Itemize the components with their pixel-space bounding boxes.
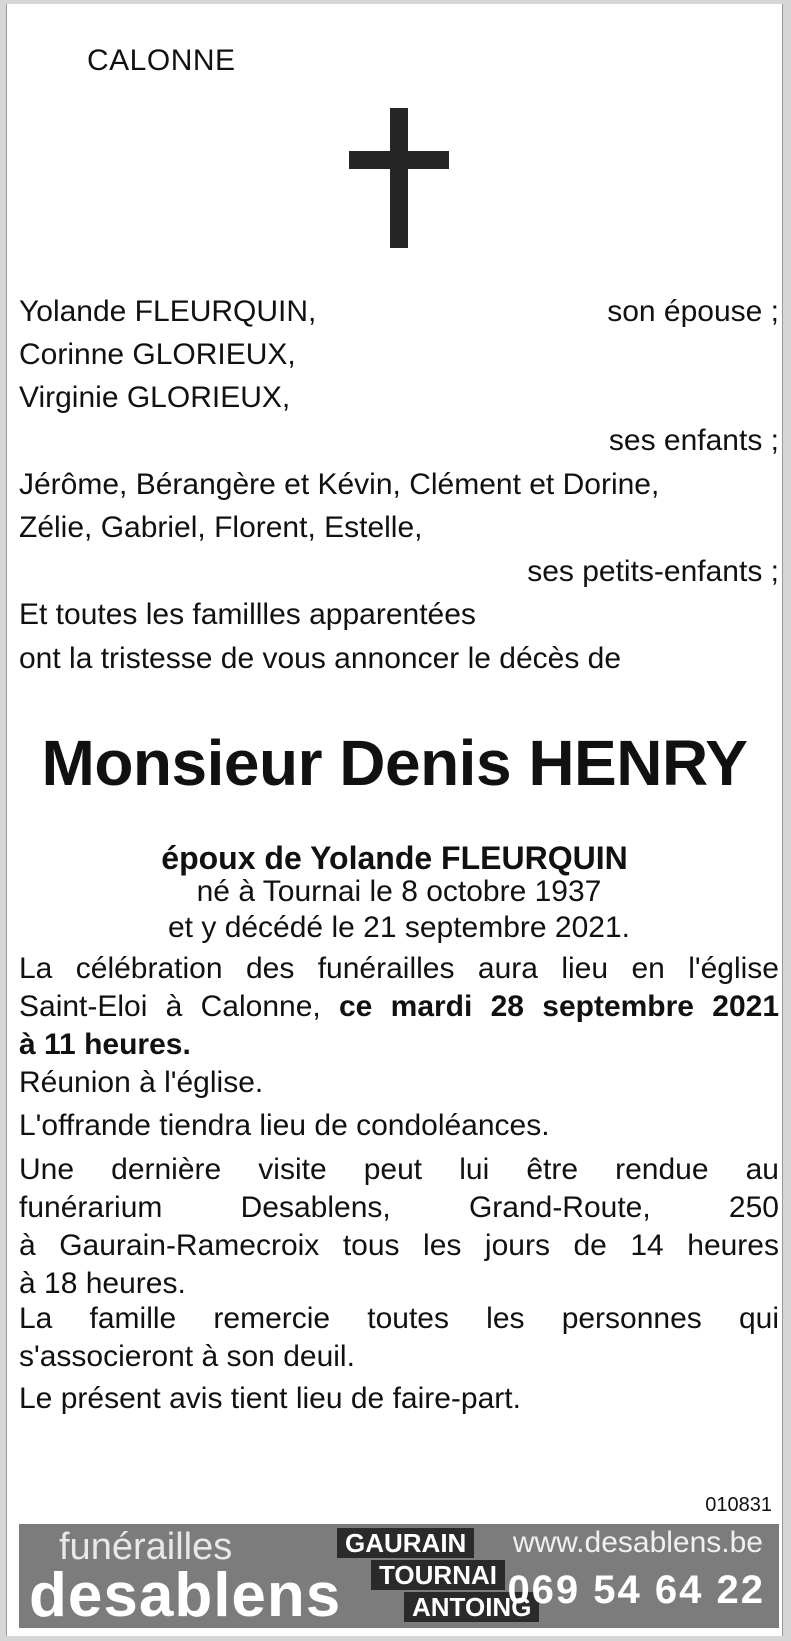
thanks-line-1: La famille remercie toutes les personnes qui xyxy=(19,1302,779,1335)
funeral-date: ce mardi 28 septembre 2021 xyxy=(339,990,779,1023)
funeral-line-1: La célébration des funérailles aura lieu en l'église xyxy=(19,952,779,985)
grandchildren-line: Zélie, Gabriel, Florent, Estelle, xyxy=(19,511,423,544)
funeral-home-banner xyxy=(19,1524,779,1628)
visit-line-1: Une dernière visite peut lui être rendue au xyxy=(19,1153,779,1186)
notice-line: Le présent avis tient lieu de faire-part. xyxy=(19,1382,521,1415)
offering-line: L'offrande tiendra lieu de condoléances. xyxy=(19,1109,550,1142)
phone-number: 069 54 64 22 xyxy=(507,1568,765,1612)
visit-line-2: funérarium Desablens, Grand-Route, 250 xyxy=(19,1191,779,1224)
children-role: ses enfants ; xyxy=(608,424,779,457)
spouse-role: son épouse ; xyxy=(607,295,779,328)
thanks-paragraph xyxy=(19,1300,779,1376)
spouse-name: Yolande FLEURQUIN, xyxy=(19,295,317,328)
location-gaurain: GAURAIN xyxy=(337,1528,474,1558)
funeral-line-2 xyxy=(19,988,779,1026)
website-text: www.desablens.be xyxy=(512,1526,763,1559)
funeral-time: à 11 heures. xyxy=(19,1028,191,1061)
location-tournai: TOURNAI xyxy=(371,1560,505,1590)
town-heading: CALONNE xyxy=(87,44,236,77)
cross-vertical-bar xyxy=(390,108,408,248)
deceased-spouse: époux de Yolande FLEURQUIN xyxy=(161,840,628,876)
visit-paragraph xyxy=(19,1151,779,1303)
brand-subtitle: funérailles xyxy=(59,1526,233,1568)
grandchildren-line: Jérôme, Bérangère et Kévin, Clément et Dorine, xyxy=(19,468,660,501)
child-name: Virginie GLORIEUX, xyxy=(19,381,291,414)
child-name: Corinne GLORIEUX, xyxy=(19,338,296,371)
grandchildren-role: ses petits-enfants ; xyxy=(527,555,779,588)
brand-logo-text: desablens xyxy=(29,1561,342,1628)
announce-line: ont la tristesse de vous annoncer le décès de xyxy=(19,642,622,675)
thanks-line-2: s'associeront à son deuil. xyxy=(19,1340,355,1373)
families-line: Et toutes les famillles apparentées xyxy=(19,598,476,631)
location-antoing: ANTOING xyxy=(404,1592,539,1622)
reference-number: 010831 xyxy=(705,1494,772,1516)
funeral-place: Saint-Eloi à Calonne, xyxy=(19,990,339,1023)
cross-horizontal-bar xyxy=(349,151,449,169)
visit-line-4: à 18 heures. xyxy=(19,1267,186,1300)
spouse-line xyxy=(19,290,779,334)
funeral-paragraph xyxy=(19,950,779,1064)
death-line: et y décédé le 21 septembre 2021. xyxy=(168,911,630,944)
birth-line: né à Tournai le 8 octobre 1937 xyxy=(196,875,602,908)
deceased-name: Monsieur Denis HENRY xyxy=(41,727,748,799)
obituary-page xyxy=(6,4,783,1636)
reunion-line: Réunion à l'église. xyxy=(19,1066,264,1099)
visit-line-3: à Gaurain-Ramecroix tous les jours de 14 heures xyxy=(19,1229,779,1262)
